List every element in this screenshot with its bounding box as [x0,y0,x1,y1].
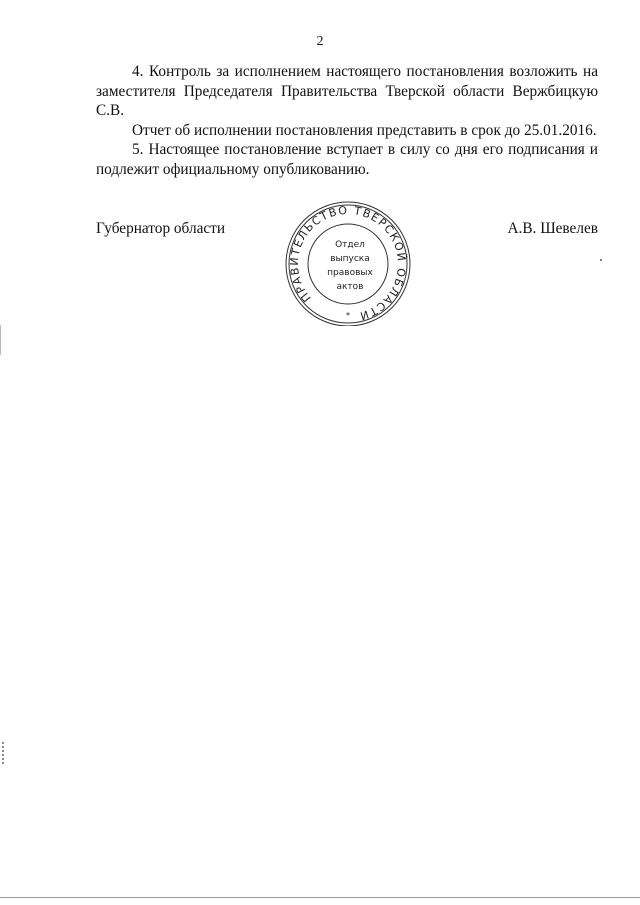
paragraph-control: 4. Контроль за исполнением настоящего постановления возложить на заместителя Председателя Правительства Тверской области Вержбицкую С.В. [96,63,598,119]
official-stamp [284,200,412,326]
paragraph-report: Отчет об исполнении постановления представить в срок до 25.01.2016. [132,121,597,139]
scan-edge-mark [0,325,1,355]
stamp-line-4: актов [336,282,364,292]
scan-edge-dash [2,742,6,764]
stamp-line-2: выпуска [330,254,370,264]
stamp-line-3: правовых [327,268,373,278]
page-number: 2 [316,34,324,49]
stamp-line-1: Отдел [335,240,365,250]
signature-name: А.В. Шевелев [507,220,598,237]
scan-bottom-edge [0,897,640,898]
scan-speck [600,259,602,261]
stamp-ring-text: ПРАВИТЕЛЬСТВО ТВЕРСКОЙ ОБЛАСТИ [287,203,409,323]
paragraph-effect: 5. Настоящее постановление вступает в силу со дня его подписания и подлежит официальному опубликованию. [96,141,598,178]
document-body [96,62,598,179]
signature-title: Губернатор области [96,220,226,237]
stamp-star-icon: * [346,311,350,320]
